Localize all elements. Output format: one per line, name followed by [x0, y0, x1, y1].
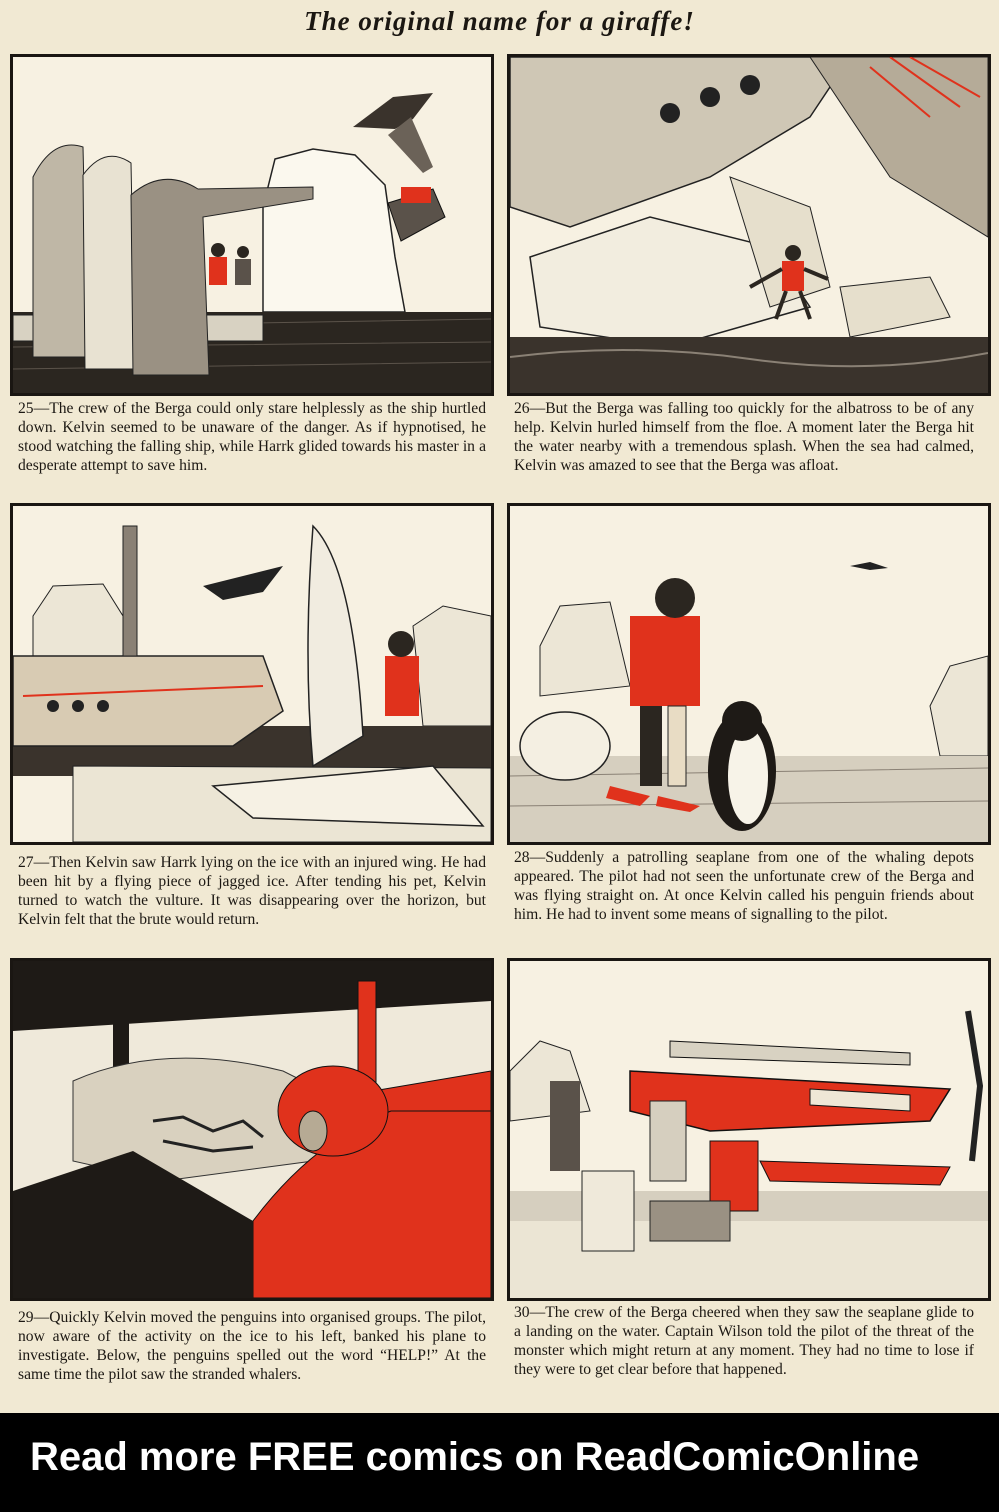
panel-25-illustration [13, 57, 491, 393]
footer-link[interactable]: Read more FREE comics on ReadComicOnline [30, 1435, 920, 1479]
panel-27-caption: 27—Then Kelvin saw Harrk lying on the ice with an injured wing. He had been hit by a flying piece of jagged ice. After tending his pet, Kelvin turned to watch the vulture. It was disappearing over the horizon, but Kelvin felt that the brute would return. [18, 854, 486, 928]
panel-29-illustration [13, 961, 491, 1298]
panel-26-illustration [510, 57, 988, 393]
panel-27-illustration [13, 506, 491, 842]
panel-25-caption: 25—The crew of the Berga could only stare helplessly as the ship hurtled down. Kelvin seemed to be unaware of the danger. As if hypnotised, he stood watching the falling ship, while Harrk glided towards his master in a desperate attempt to save him. [18, 400, 486, 474]
panel-28-caption: 28—Suddenly a patrolling seaplane from one of the whaling depots appeared. The pilot had not seen the unfortunate crew of the Berga and was flying straight on. At once Kelvin called his penguin friends about him. He had to invent some means of signalling to the pilot. [514, 849, 974, 923]
panel-30-illustration [510, 961, 988, 1298]
panel-26-caption: 26—But the Berga was falling too quickly for the albatross to be of any help. Kelvin hurled himself from the floe. A moment later the Berga hit the water nearby with a tremendous splash. When the sea had calmed, Kelvin was amazed to see that the Berga was afloat. [514, 400, 974, 474]
comic-panel-29 [10, 958, 494, 1301]
comic-panel-25 [10, 54, 494, 396]
comic-panel-30 [507, 958, 991, 1301]
comic-panel-28 [507, 503, 991, 845]
footer-banner[interactable] [0, 1413, 999, 1512]
panel-29-caption: 29—Quickly Kelvin moved the penguins into organised groups. The pilot, now aware of the activity on the ice to his left, banked his plane to investigate. Below, the penguins spelled out the word “HELP!” At the same time the pilot saw the stranded whalers. [18, 1309, 486, 1383]
panel-28-illustration [510, 506, 988, 842]
page-title: The original name for a giraffe! [304, 6, 695, 36]
comic-panel-26 [507, 54, 991, 396]
panel-30-caption: 30—The crew of the Berga cheered when they saw the seaplane glide to a landing on the water. Captain Wilson told the pilot of the threat of the monster which might return at any moment. They had no time to lose if they were to get clear before that happened. [514, 1304, 974, 1378]
comic-panel-27 [10, 503, 494, 845]
